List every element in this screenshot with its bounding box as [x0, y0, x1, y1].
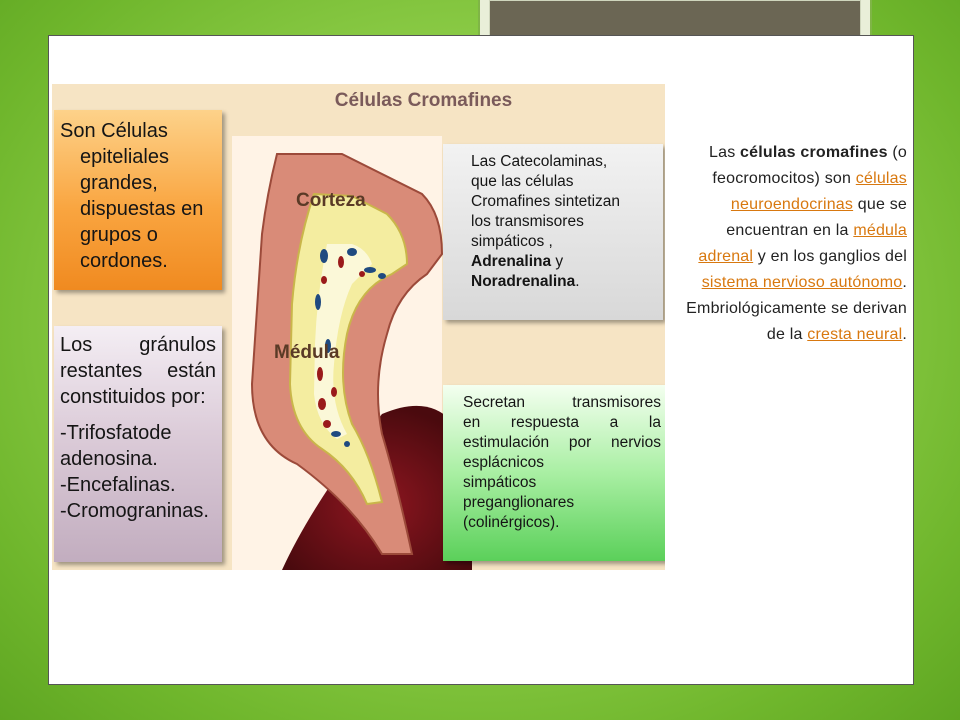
granule-item: -Trifosfatode	[60, 422, 172, 444]
gray-box-line: los transmisores	[471, 213, 584, 230]
granule-item: -Cromograninas.	[60, 500, 209, 522]
caption-text: y en los ganglios del	[753, 248, 907, 265]
green-box-line: estimulación por nervios	[463, 434, 661, 451]
granule-item: -Encefalinas.	[60, 474, 176, 496]
catecholamines-box	[443, 144, 663, 320]
gray-box-line: simpáticos ,	[471, 233, 553, 250]
slide	[48, 35, 914, 685]
description-text	[669, 140, 907, 348]
granules-box	[54, 326, 222, 562]
medulla-label: Médula	[274, 342, 340, 363]
caption-text: que se encuentran en la	[726, 196, 907, 239]
gray-box-line: que las células	[471, 173, 574, 190]
orange-box-line: dispuestas en	[80, 198, 204, 220]
gray-box-conjunction: y	[551, 253, 564, 270]
green-box-line: Secretan transmisores	[463, 394, 661, 411]
green-box-line: preganglionares	[463, 494, 575, 511]
neural-crest-link[interactable]: cresta neural	[807, 326, 903, 343]
caption-bold-term: células cromafines	[740, 144, 888, 161]
gray-box-line: Las Catecolaminas,	[471, 153, 608, 170]
caption-text: (o feocromocitos) son	[712, 144, 907, 187]
caption-text: .	[902, 326, 907, 343]
green-box-line: simpáticos	[463, 474, 537, 491]
figure-title: Células Cromafines	[334, 90, 513, 111]
orange-box-line: grandes,	[80, 172, 158, 194]
orange-box-line: epiteliales	[80, 146, 169, 168]
orange-box-line: cordones.	[80, 250, 168, 272]
neuroendocrine-cells-link[interactable]: células neuroendocrinas	[730, 170, 907, 213]
gray-box-line: Cromafines sintetizan	[471, 193, 621, 210]
green-box-line: esplácnicos	[463, 454, 544, 471]
cell-description-box	[54, 110, 222, 290]
autonomic-nervous-system-link[interactable]: sistema nervioso autónomo	[701, 274, 903, 291]
cortex-label: Corteza	[296, 190, 366, 211]
caption-text: Las	[709, 144, 741, 161]
purple-box-line: constituidos por:	[60, 386, 206, 408]
chromaffin-cells-figure	[52, 84, 665, 570]
green-box-line: en respuesta a la	[463, 414, 661, 431]
purple-box-line: Los gránulos	[60, 334, 216, 356]
adrenaline-term: Adrenalina	[471, 253, 552, 270]
green-box-line: (colinérgicos).	[463, 514, 560, 531]
caption-text: . Embriológicamente se derivan de la	[686, 274, 907, 343]
orange-box-line: grupos o	[80, 224, 158, 246]
purple-box-line: restantes están	[60, 360, 216, 382]
adrenal-medulla-link[interactable]: médula adrenal	[698, 222, 907, 265]
gray-box-period: .	[575, 273, 580, 290]
granule-item: adenosina.	[60, 448, 158, 470]
secretion-box	[443, 385, 665, 561]
noradrenaline-term: Noradrenalina	[471, 273, 576, 290]
orange-box-line: Son Células	[60, 120, 168, 142]
